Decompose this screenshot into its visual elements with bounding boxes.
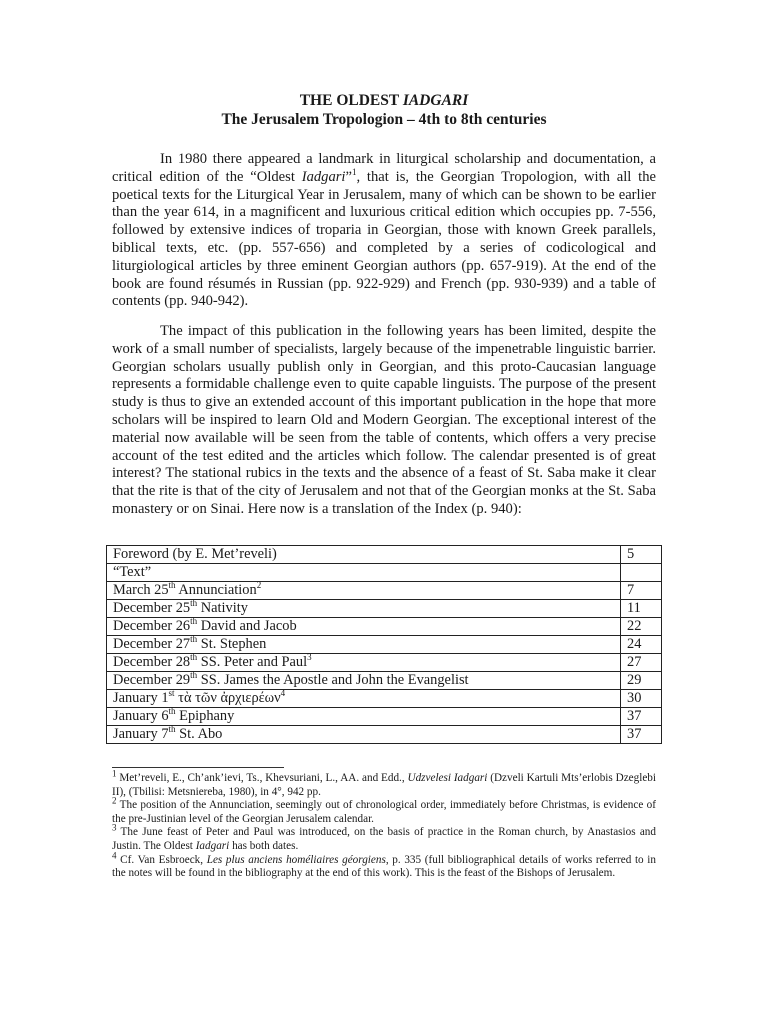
index-entry: December 25th Nativity [107, 600, 621, 618]
index-page [621, 564, 662, 582]
index-page: 22 [621, 618, 662, 636]
index-entry: March 25th Annunciation$^2$ [107, 582, 621, 600]
index-entry: January 1st τὰ τῶν ἀρχιερέων$^4$ [107, 690, 621, 708]
footnote-divider [112, 767, 284, 768]
index-page: 30 [621, 690, 662, 708]
footnote-2: $^2$ The position of the Annunciation, seemingly out of chronological order, immediately before Christmas, is evidence of the pre-Justinian level of the Georgian Jerusalem calendar. [112, 795, 656, 825]
index-entry: Foreword (by E. Met’reveli) [107, 546, 621, 564]
footnote-ref-1[interactable]: 1 [351, 166, 357, 177]
document-title [0, 92, 768, 110]
index-page: 11 [621, 600, 662, 618]
index-entry: December 26th David and Jacob [107, 618, 621, 636]
index-page: 7 [621, 582, 662, 600]
paragraph-2: The impact of this publication in the following years has been limited, despite the work of a small number of specialists, largely because of the impenetrable linguistic barrier. Georgian scholars usually publish only in Georgian, and this proto-Caucasian language represents a formidable challenge even to quite capable linguists. The purpose of the present study is thus to give an extended account of this important publication in the hope that more scholars will be inspired to learn Old and Modern Georgian. The exceptional interest of the material now available will be seen from the table of contents, which offers a very precise account of the test edited and the articles which follow. The calendar presented is of great interest? The stational rubics in the texts and the absence of a feast of St. Saba make it clear that the rite is that of the city of Jerusalem and not that of the Georgian monks at the St. Saba monastery or on Sinai. Here now is a translation of the Index (p. 940): [112, 323, 656, 517]
footnote-3: $^3$ The June feast of Peter and Paul was introduced, on the basis of practice in the Roman church, by Anastasios and Justin. The Oldest Iadgari has both dates. [112, 822, 656, 852]
index-row [107, 600, 662, 618]
index-row [107, 564, 662, 582]
index-row [107, 690, 662, 708]
paragraph-1: In 1980 there appeared a landmark in liturgical scholarship and documentation, a critical edition of the “Oldest Iadgari”$^1$, that is, the Georgian Tropologion, with all the poetical texts for the Liturgical Year in Jerusalem, many of which can be shown to be earlier than the year 614, in a magnificent and luxurious critical edition which occupies pp. 7-556, followed by extensive indices of troparia in Georgian, those with known Greek parallels, biblical texts, etc. (pp. 557-656) and completed by a series of codicological and liturgiological articles by three eminent Georgian authors (pp. 657-919). At the end of the book are found résumés in Russian (pp. 922-929) and French (pp. 930-939) and a table of contents (pp. 940-942). [112, 151, 656, 310]
index-page: 24 [621, 636, 662, 654]
index-page: 37 [621, 726, 662, 744]
index-row [107, 672, 662, 690]
title-italic: IADGARI [402, 92, 469, 109]
index-row [107, 546, 662, 564]
index-row [107, 582, 662, 600]
index-entry: January 6th Epiphany [107, 708, 621, 726]
index-page: 5 [621, 546, 662, 564]
index-row [107, 708, 662, 726]
index-row [107, 618, 662, 636]
index-page: 29 [621, 672, 662, 690]
index-entry: “Text” [107, 564, 621, 582]
index-entry: December 28th SS. Peter and Paul$^3$ [107, 654, 621, 672]
footnote-1: $^1$ Met’reveli, E., Ch’ank’ievi, Ts., Khevsuriani, L., AA. and Edd., Udzvelesi Iadgari (Dzveli Kartuli Mts’erlobis Dzeglebi II), (Tbilisi: Metsniereba, 1980), in 4°, 942 pp. [112, 768, 656, 798]
footnotes [112, 768, 657, 881]
index-entry: December 27th St. Stephen [107, 636, 621, 654]
index-entry: December 29th SS. James the Apostle and John the Evangelist [107, 672, 621, 690]
index-table [106, 545, 662, 744]
index-row [107, 726, 662, 744]
index-page: 27 [621, 654, 662, 672]
index-page: 37 [621, 708, 662, 726]
footnote-4: $^4$ Cf. Van Esbroeck, Les plus anciens homéliaires géorgiens, p. 335 (full bibliographical details of works referred to in the notes will be found in the bibliography at the end of this work). This is the feast of the Bishops of Jerusalem. [112, 849, 657, 880]
index-row [107, 654, 662, 672]
document-subtitle: The Jerusalem Tropologion – 4th to 8th centuries [221, 111, 547, 128]
title-text: THE OLDEST [299, 92, 403, 109]
index-entry: January 7th St. Abo [107, 726, 621, 744]
index-row [107, 636, 662, 654]
